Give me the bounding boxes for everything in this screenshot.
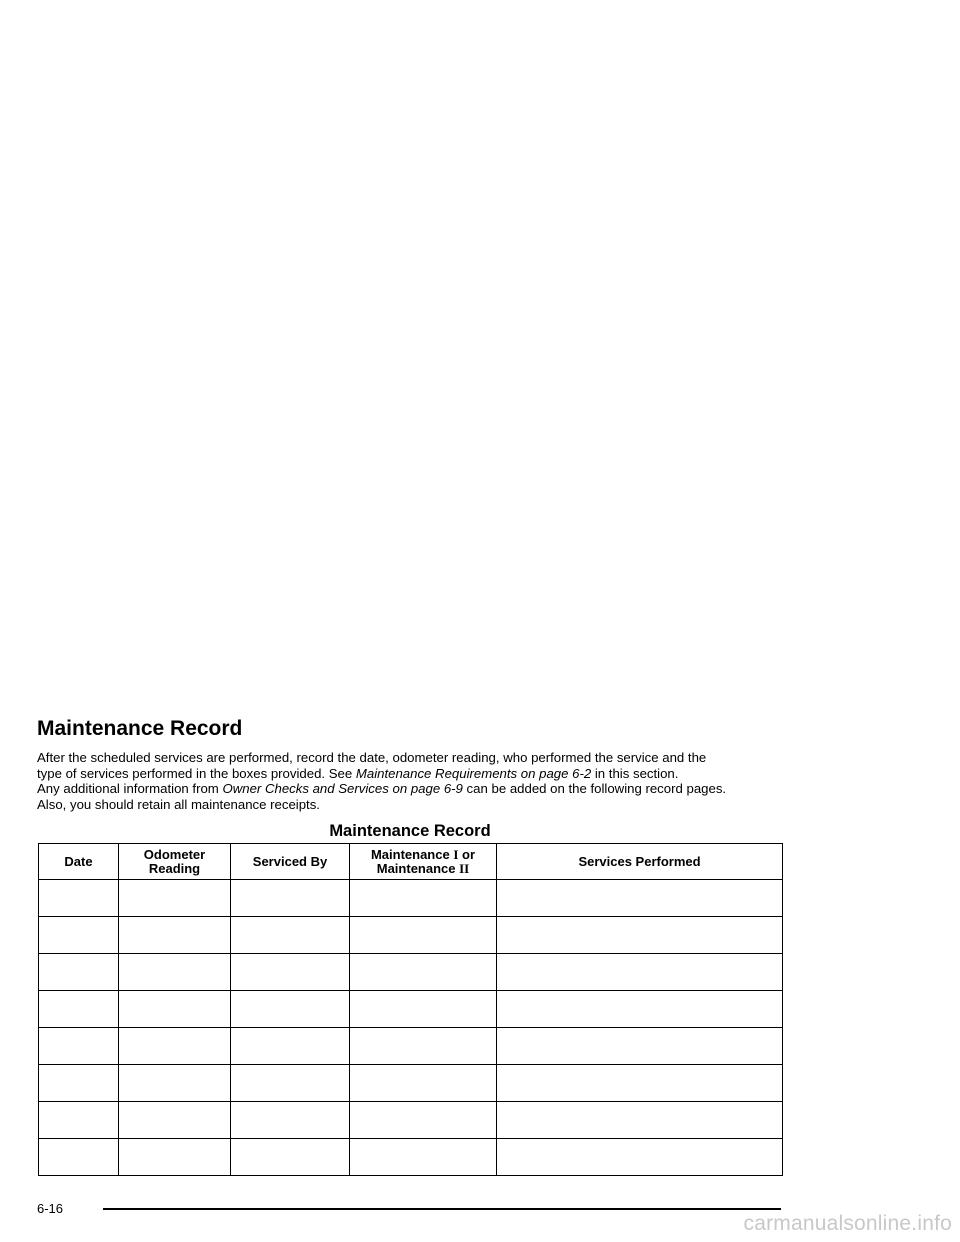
- header-text: Reading: [148, 860, 201, 876]
- table-row: [39, 917, 783, 954]
- cell-date[interactable]: [39, 1065, 119, 1102]
- cell-maintenance-type[interactable]: [350, 917, 497, 954]
- cell-maintenance-type[interactable]: [350, 991, 497, 1028]
- cell-services-performed[interactable]: [497, 954, 783, 991]
- cell-odometer[interactable]: [119, 917, 231, 954]
- table-row: [39, 880, 783, 917]
- cell-date[interactable]: [39, 1139, 119, 1176]
- cell-odometer[interactable]: [119, 1139, 231, 1176]
- cell-services-performed[interactable]: [497, 1102, 783, 1139]
- cell-maintenance-type[interactable]: [350, 1102, 497, 1139]
- cell-maintenance-type[interactable]: [350, 880, 497, 917]
- intro-line-3: [37, 781, 782, 797]
- intro-line-1: After the scheduled services are performed, record the date, odometer reading, who performed the service and the: [37, 750, 707, 765]
- header-serviced-by: Serviced By: [231, 844, 350, 880]
- table-title: Maintenance Record: [329, 822, 491, 840]
- cell-serviced-by[interactable]: [231, 1028, 350, 1065]
- cell-serviced-by[interactable]: [231, 917, 350, 954]
- header-odometer-reading: [119, 844, 231, 880]
- page-number: 6-16: [37, 1201, 64, 1216]
- maintenance-record-table: [38, 843, 783, 1176]
- table-row: [39, 1102, 783, 1139]
- cell-services-performed[interactable]: [497, 1139, 783, 1176]
- cross-reference-owner-checks: Owner Checks and Services on page 6-9: [222, 781, 463, 796]
- cell-maintenance-type[interactable]: [350, 1139, 497, 1176]
- cell-serviced-by[interactable]: [231, 1065, 350, 1102]
- watermark: carmanualsonline.info: [743, 1212, 952, 1235]
- cell-date[interactable]: [39, 1102, 119, 1139]
- footer-divider: [103, 1208, 781, 1210]
- cell-date[interactable]: [39, 991, 119, 1028]
- header-services-performed: Services Performed: [497, 844, 783, 880]
- intro-text: can be added on the following record pages.: [462, 781, 727, 796]
- cell-serviced-by[interactable]: [231, 954, 350, 991]
- cell-odometer[interactable]: [119, 991, 231, 1028]
- cell-maintenance-type[interactable]: [350, 1028, 497, 1065]
- roman-numeral: II: [459, 860, 470, 876]
- table-row: [39, 1065, 783, 1102]
- cell-services-performed[interactable]: [497, 917, 783, 954]
- intro-text: in this section.: [591, 765, 679, 781]
- cell-serviced-by[interactable]: [231, 880, 350, 917]
- cell-odometer[interactable]: [119, 880, 231, 917]
- intro-text: type of services performed in the boxes provided. See: [37, 765, 356, 781]
- header-text: Maintenance: [376, 860, 460, 876]
- table-row: [39, 1139, 783, 1176]
- cell-odometer[interactable]: [119, 1102, 231, 1139]
- cell-odometer[interactable]: [119, 954, 231, 991]
- intro-text: Any additional information from: [37, 781, 223, 796]
- cell-serviced-by[interactable]: [231, 1102, 350, 1139]
- header-text: Maintenance: [370, 846, 454, 862]
- cross-reference-maintenance-requirements: Maintenance Requirements on page 6-2: [355, 765, 592, 781]
- table-row: [39, 1028, 783, 1065]
- table-row: [39, 991, 783, 1028]
- cell-odometer[interactable]: [119, 1065, 231, 1102]
- cell-maintenance-type[interactable]: [350, 954, 497, 991]
- section-heading: Maintenance Record: [37, 717, 243, 740]
- roman-numeral: I: [453, 846, 459, 862]
- cell-date[interactable]: [39, 954, 119, 991]
- header-text: Odometer: [143, 846, 206, 862]
- intro-line-2: [37, 766, 782, 782]
- cell-services-performed[interactable]: [497, 1028, 783, 1065]
- maintenance-record-section: [37, 716, 782, 812]
- cell-date[interactable]: [39, 917, 119, 954]
- cell-maintenance-type[interactable]: [350, 1065, 497, 1102]
- cell-serviced-by[interactable]: [231, 991, 350, 1028]
- header-date: Date: [39, 844, 119, 880]
- header-maintenance-type: [350, 844, 497, 880]
- intro-line-4: Also, you should retain all maintenance receipts.: [37, 796, 320, 812]
- intro-paragraph: [37, 750, 782, 812]
- cell-services-performed[interactable]: [497, 1065, 783, 1102]
- cell-date[interactable]: [39, 1028, 119, 1065]
- cell-odometer[interactable]: [119, 1028, 231, 1065]
- cell-services-performed[interactable]: [497, 880, 783, 917]
- cell-serviced-by[interactable]: [231, 1139, 350, 1176]
- cell-services-performed[interactable]: [497, 991, 783, 1028]
- header-text: or: [458, 846, 476, 862]
- table-row: [39, 954, 783, 991]
- table-header-row: [39, 844, 783, 880]
- cell-date[interactable]: [39, 880, 119, 917]
